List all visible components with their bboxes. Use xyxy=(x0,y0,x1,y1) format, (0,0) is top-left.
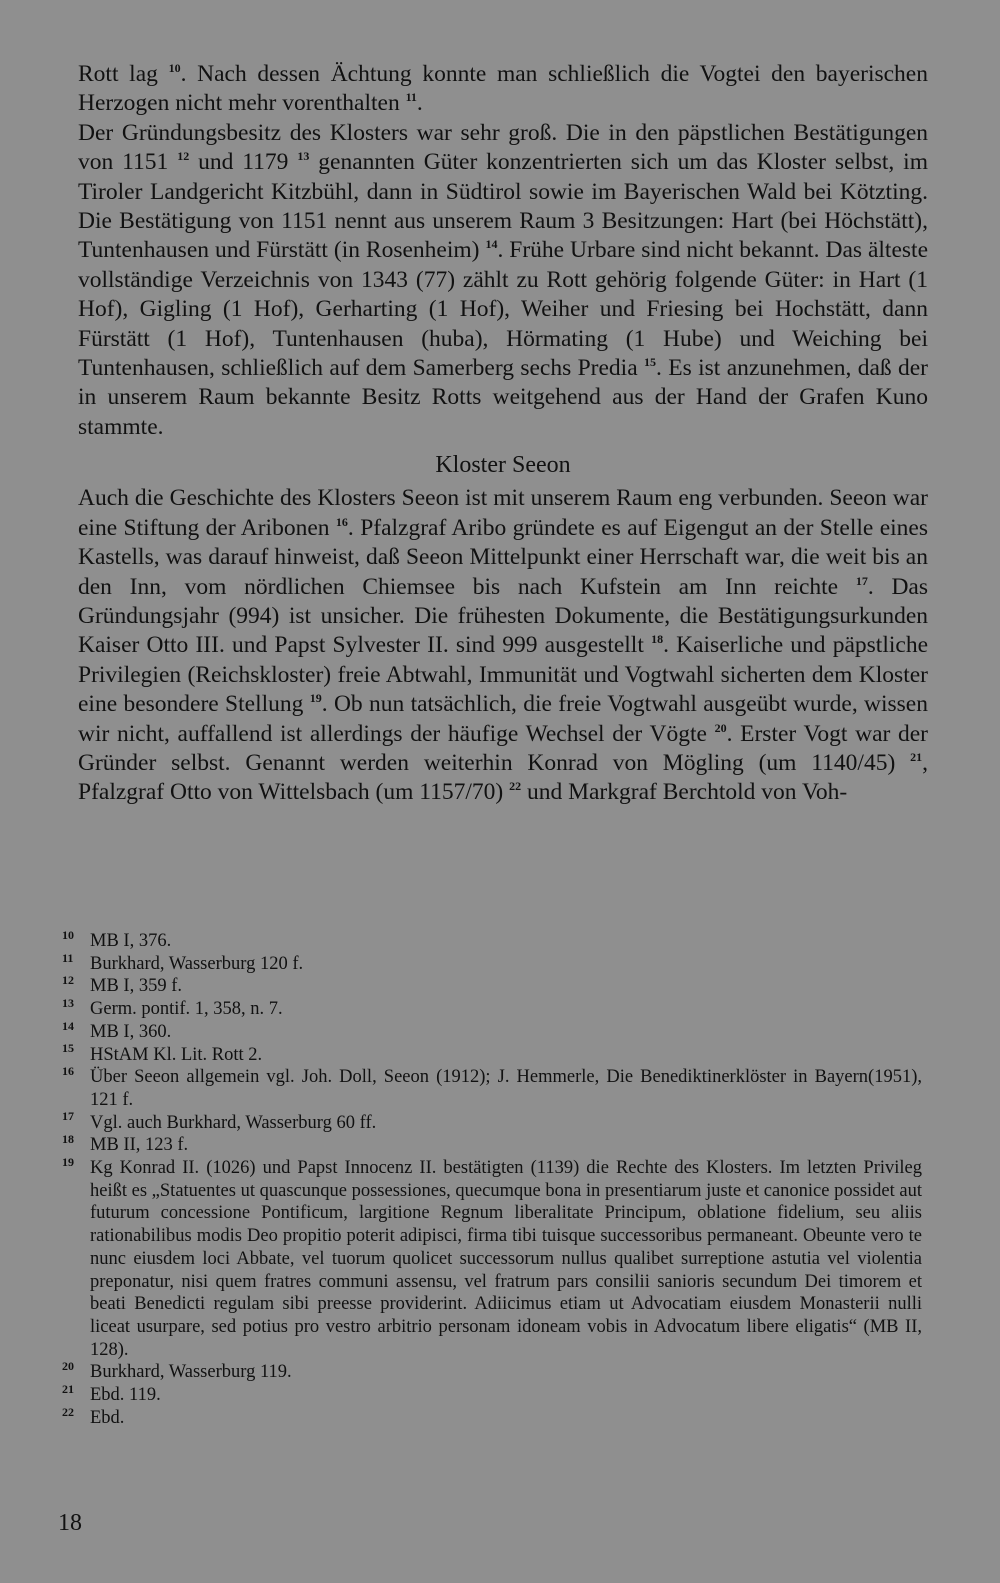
footnote-text: Kg Konrad II. (1026) und Papst Innocenz II. bestätigten (1139) die Rechte des Klosters. Im letzten Privileg heißt es „Statuentes ut quascunque possessiones, quecumque bona in presentiarum juste et canonice possidet aut futurum concessione Pontificum, largitione Regnum liberalitate Principum, oblatione fidelium, seu aliis rationabilibus modis Deo propitio poterit adipisci, firma tibi tuisque successoribus permaneant. Obeunte vero te nunc eiusdem loci Abbate, vel tuorum quolicet successorum nullus qualibet surreptione astutia vel violentia preponatur, nisi quem fratres communi assensu, vel fratrum pars consilii sanioris secundum Dei timorem et beati Benedicti regulam sibi preesse providerint. Adiicimus etiam ut Advocatiam eiusdem Monasterii nulli liceat usurpare, sed potius pro vestro arbitrio personam idoneam vobis in Advocatum libere eligatis“ (MB II, 128). xyxy=(90,1158,922,1360)
footnote-ref: 18 xyxy=(651,632,664,647)
paragraphs-after-heading xyxy=(78,484,928,807)
footnote-ref: 12 xyxy=(177,149,190,164)
footnote-ref: 14 xyxy=(485,237,498,252)
footnote: 11 Burkhard, Wasserburg 120 f. xyxy=(62,950,304,974)
footnote-ref: 17 xyxy=(855,573,868,588)
footnote-ref: 10 xyxy=(168,61,181,76)
footnote: 10 MB I, 376. xyxy=(62,927,172,951)
footnote: 16 Über Seeon allgemein vgl. Joh. Doll, Seeon (1912); J. Hemmerle, Die Benediktinerklöster in Bayern(1951), 121 f. xyxy=(62,1064,922,1110)
footnote: 14 MB I, 360. xyxy=(62,1018,172,1042)
paragraph: Der Gründungsbesitz des Klosters war sehr groß. Die in den päpstlichen Bestätigungen von 1151 $^{12}$ und 1179 $^{13}$ genannten Güter konzentrierten sich um das Kloster selbst, im Tiroler Landgericht Kitzbühl, dann in Südtirol sowie im Bayerischen Wald bei Kötzting. Die Bestätigung von 1151 nennt aus unserem Raum 3 Besitzungen: Hart (bei Höchstätt), Tuntenhausen und Fürstätt (in Rosenheim) $^{14}$. Frühe Urbare sind nicht bekannt. Das älteste vollständige Verzeichnis von 1343 (77) zählt zu Rott gehörig folgende Güter: in Hart (1 Hof), Gigling (1 Hof), Gerharting (1 Hof), Weiher und Friesing bei Hochstätt, dann Fürstätt (1 Hof), Tuntenhausen (huba), Hörmating (1 Hube) und Weiching bei Tuntenhausen, schließlich auf dem Samerberg sechs Predia $^{15}$. Es ist anzunehmen, daß der in unserem Raum bekannte Besitz Rotts weitgehend aus der Hand der Grafen Kuno stammte. xyxy=(78,119,928,440)
footnote: 18 MB II, 123 f. xyxy=(62,1132,189,1156)
page-number: 18 xyxy=(58,1510,82,1536)
paragraphs-before-heading xyxy=(78,60,928,442)
footnote: 19 Kg Konrad II. (1026) und Papst Innocenz II. bestätigten (1139) die Rechte des Klosters. Im letzten Privileg heißt es „Statuentes ut quascunque possessiones, quecumque bona in presentiarum juste et canonice possidet aut futurum concessione Pontificum, largitione Regnum liberalitate Principum, oblatione fidelium, seu aliis rationabilibus modis Deo propitio poterit adipisci, firma tibi tuisque successoribus permaneant. Obeunte vero te nunc eiusdem loci Abbate, vel tuorum quolicet successorum nullus qualibet surreptione astutia vel violentia preponatur, nisi quem fratres communi assensu, vel fratrum pars consilii sanioris secundum Dei timorem et beati Benedicti regulam sibi preesse providerint. Adiicimus etiam ut Advocatiam eiusdem Monasterii nulli liceat usurpare, sed potius pro vestro arbitrio personam idoneam vobis in Advocatum libere eligatis“ (MB II, 128). xyxy=(62,1154,922,1360)
footnote-text: Vgl. auch Burkhard, Wasserburg 60 ff. xyxy=(90,1112,377,1133)
footnote-text: MB I, 360. xyxy=(90,1021,172,1042)
footnote: 21 Ebd. 119. xyxy=(62,1381,161,1406)
footnote-text: Burkhard, Wasserburg 119. xyxy=(90,1362,292,1383)
footnote-ref: 11 xyxy=(405,90,417,105)
paragraph: Auch die Geschichte des Klosters Seeon ist mit unserem Raum eng verbunden. Seeon war eine Stiftung der Aribonen $^{16}$. Pfalzgraf Aribo gründete es auf Eigengut an der Stelle eines Kastells, was darauf hinweist, daß Seeon Mittelpunkt einer Herrschaft war, die weit bis an den Inn, vom nördlichen Chiemsee bis nach Kufstein am Inn reichte $^{17}$. Das Gründungsjahr (994) ist unsicher. Die frühesten Dokumente, die Bestätigungsurkunden Kaiser Otto III. und Papst Sylvester II. sind 999 ausgestellt $^{18}$. Kaiserliche und päpstliche Privilegien (Reichskloster) freie Abtwahl, Immunität und Vogtwahl sicherten dem Kloster eine besondere Stellung $^{19}$. Ob nun tatsächlich, die freie Vogtwahl ausgeübt wurde, wissen wir nicht, auffallend ist allerdings der häufige Wechsel der Vögte $^{20}$. Erster Vogt war der Gründer selbst. Genannt werden weiterhin Konrad von Mögling (um 1140/45) $^{21}$, Pfalzgraf Otto von Wittelsbach (um 1157/70) $^{22}$ und Markgraf Berchtold von Voh- xyxy=(78,485,929,806)
main-text xyxy=(78,60,928,808)
footnote-text: Germ. pontif. 1, 358, n. 7. xyxy=(90,999,283,1020)
footnote: 13 Germ. pontif. 1, 358, n. 7. xyxy=(62,995,283,1020)
footnote-text: MB I, 359 f. xyxy=(90,976,182,997)
footnote-text: MB I, 376. xyxy=(90,931,172,951)
paragraph: Rott lag $^{10}$. Nach dessen Ächtung konnte man schließlich die Vogtei den bayerischen Herzogen nicht mehr vorenthalten $^{11}$. xyxy=(78,61,928,117)
section-heading: Kloster Seeon xyxy=(435,452,571,479)
footnote-ref: 16 xyxy=(335,514,348,529)
footnote-text: Ebd. 119. xyxy=(90,1385,161,1406)
footnote-ref: 20 xyxy=(714,720,727,735)
footnote: 12 MB I, 359 f. xyxy=(62,973,182,997)
footnote: 17 Vgl. auch Burkhard, Wasserburg 60 ff. xyxy=(62,1109,377,1133)
footnote-text: MB II, 123 f. xyxy=(90,1135,189,1156)
footnotes xyxy=(62,927,922,1429)
footnote: 15 HStAM Kl. Lit. Rott 2. xyxy=(62,1041,263,1065)
footnote-text: Ebd. xyxy=(90,1407,125,1428)
footnote-text: HStAM Kl. Lit. Rott 2. xyxy=(90,1044,263,1065)
footnote: 20 Burkhard, Wasserburg 119. xyxy=(62,1359,292,1383)
footnote-ref: 15 xyxy=(644,355,657,370)
footnote: 22 Ebd. xyxy=(62,1404,125,1428)
footnote-ref: 21 xyxy=(910,750,923,765)
footnote-ref: 13 xyxy=(297,149,310,164)
footnote-text: Burkhard, Wasserburg 120 f. xyxy=(90,953,304,974)
footnote-text: Über Seeon allgemein vgl. Joh. Doll, Seeon (1912); J. Hemmerle, Die Benediktinerklöster in Bayern(1951), 121 f. xyxy=(90,1067,922,1110)
footnote-ref: 19 xyxy=(309,691,322,706)
footnote-ref: 22 xyxy=(509,779,522,794)
